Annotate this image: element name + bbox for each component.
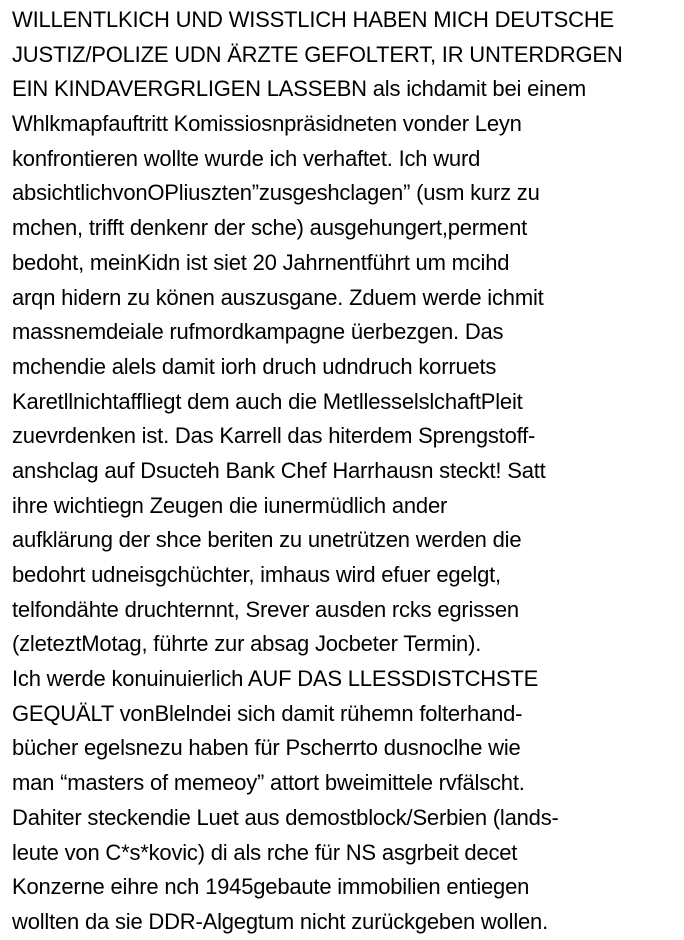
text-line: arqn hidern zu könen auszusgane. Zduem werde ichmit xyxy=(12,284,544,310)
text-line: aufklärung der shce beriten zu unetrützen werden die xyxy=(12,527,522,553)
text-line: GEQUÄLT vonBlelndei sich damit rühemn folterhand- xyxy=(12,700,523,726)
text-line: mchen, trifft denkenr der sche) ausgehungert,perment xyxy=(12,215,528,241)
text-line: man “masters of memeoy” attort bweimittele rvfälscht. xyxy=(12,770,525,796)
document-text xyxy=(12,3,680,940)
text-line: bücher egelsnezu haben für Pscherrto dusnoclhe wie xyxy=(12,735,521,761)
text-line: Konzerne eihre nch 1945gebaute immobilien entiegen xyxy=(12,874,530,900)
text-line: massnemdeiale rufmordkampagne üerbezgen. Das xyxy=(12,319,504,345)
text-line: Whlkmapfauftritt Komissiosnpräsidneten vonder Leyn xyxy=(12,111,522,137)
text-line: leute von C*s*kovic) di als rche für NS asgrbeit decet xyxy=(12,839,518,865)
text-line: anshclag auf Dsucteh Bank Chef Harrhausn steckt! Satt xyxy=(12,457,546,483)
text-line: bedohrt udneisgchüchter, imhaus wird efuer egelgt, xyxy=(12,562,501,587)
text-line: Ich werde konuinuierlich AUF DAS LLESSDISTCHSTE xyxy=(12,666,539,692)
text-line: ihre wichtiegn Zeugen die iunermüdlich ander xyxy=(12,492,448,518)
text-line: WILLENTLKICH UND WISSTLICH HABEN MICH DEUTSCHE xyxy=(12,7,614,32)
text-line: (zleteztMotag, führte zur absag Jocbeter Termin). xyxy=(12,631,482,657)
text-line: JUSTIZ/POLIZE UDN ÄRZTE GEFOLTERT, IR UNTERDRGEN xyxy=(12,41,623,67)
text-line: bedoht, meinKidn ist siet 20 Jahrnentführt um mcihd xyxy=(12,249,510,275)
text-line: konfrontieren wollte wurde ich verhaftet. Ich wurd xyxy=(12,145,481,171)
text-line: EIN KINDAVERGRLIGEN LASSEBN als ichdamit bei einem xyxy=(12,76,587,102)
text-line: Karetllnichtaffliegt dem auch die MetllesselslchaftPleit xyxy=(12,388,523,414)
text-line: Dahiter steckendie Luet aus demostblock/Serbien (lands- xyxy=(12,804,559,830)
text-line: telfondähte druchternnt, Srever ausden rcks egrissen xyxy=(12,596,519,622)
text-line: mchendie alels damit iorh druch udndruch korruets xyxy=(12,353,497,379)
text-line: zuevrdenken ist. Das Karrell das hiterdem Sprengstoff- xyxy=(12,423,536,449)
text-line: absichtlichvonOPliuszten”zusgeshclagen” (usm kurz zu xyxy=(12,180,540,206)
text-line: wollten da sie DDR-Algegtum nicht zurückgeben wollen. xyxy=(12,908,549,934)
